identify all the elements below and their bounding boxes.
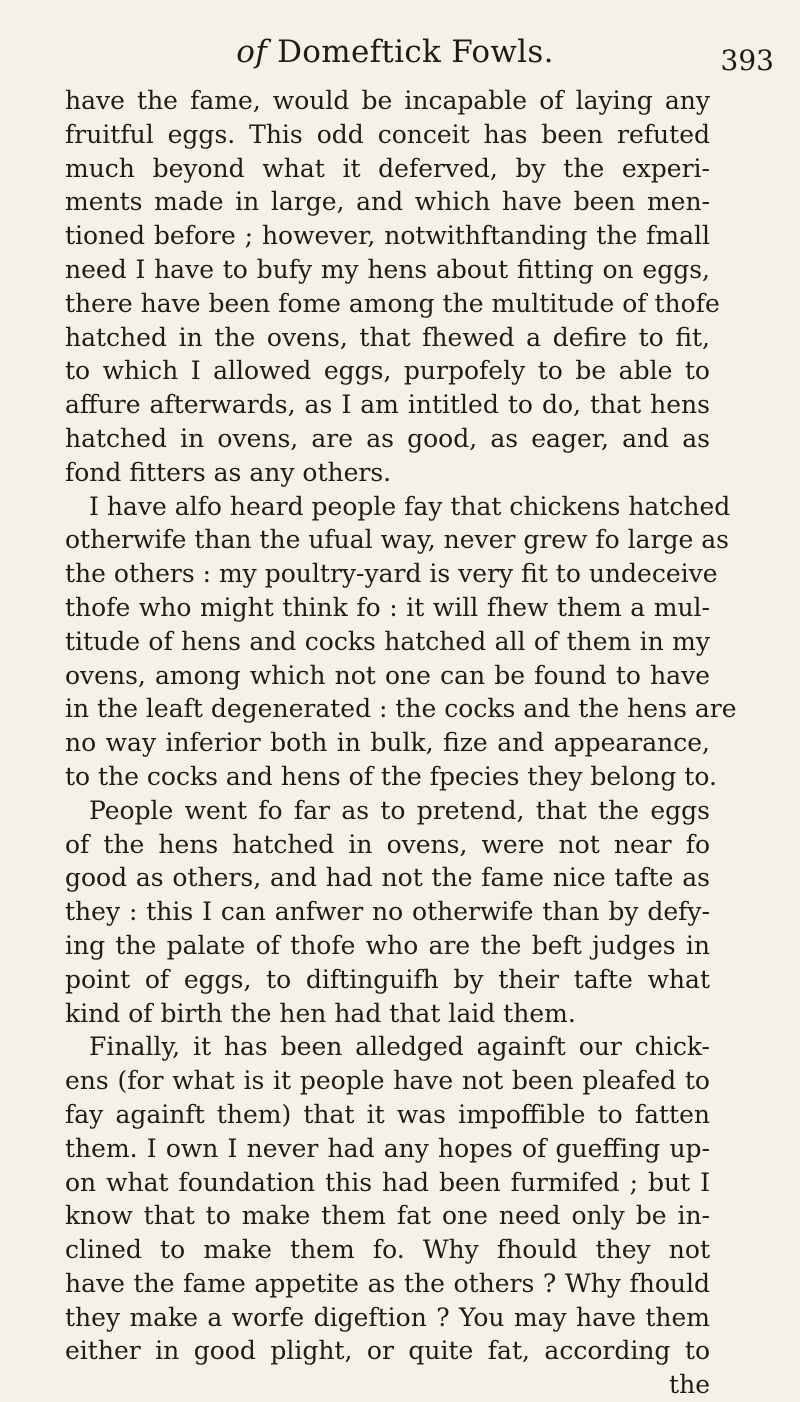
text-line: affure afterwards, as I am intitled to do, that hens (65, 390, 710, 420)
text-line: need I have to bufy my hens about fitting on eggs, (65, 254, 710, 284)
text-line: otherwife than the ufual way, never grew fo large as (65, 525, 730, 555)
text-line: point of eggs, to diftinguifh by their tafte what (65, 964, 710, 994)
paragraph (65, 84, 720, 490)
paragraph (65, 794, 710, 1031)
text-line: hatched in the ovens, that fhewed a defire to fit, (65, 322, 710, 352)
text-line: kind of birth the hen had that laid them. (65, 998, 576, 1028)
text-line: the others : my poultry-yard is very fit to undeceive (65, 559, 718, 589)
text-line: tioned before ; however, notwithftanding the fmall (65, 221, 710, 251)
text-line: Finally, it has been alledged againft our chick- (89, 1032, 710, 1062)
text-line: in the leaft degenerated : the cocks and the hens are (65, 694, 737, 724)
text-line: ing the palate of thofe who are the beft judges in (65, 930, 710, 960)
text-line: there have been fome among the multitude of thofe (65, 288, 720, 318)
text-line: much beyond what it deferved, by the experi- (65, 153, 710, 183)
text-line: either in good plight, or quite fat, according to (65, 1336, 710, 1366)
running-title-prefix: of (236, 34, 267, 70)
text-line: they make a worfe digeftion ? You may have them (65, 1302, 710, 1332)
text-line: clined to make them fo. Why fhould they not (65, 1235, 710, 1265)
running-head (0, 34, 800, 78)
text-line: People went fo far as to pretend, that the eggs (89, 795, 710, 825)
text-line: to which I allowed eggs, purpofely to be able to (65, 356, 710, 386)
text-line: thofe who might think fo : it will fhew them a mul- (65, 592, 710, 622)
text-line: good as others, and had not the fame nice tafte as (65, 863, 710, 893)
body-text (65, 84, 737, 1402)
text-line: ens (for what is it people have not been pleafed to (65, 1066, 710, 1096)
text-line: ments made in large, and which have been men- (65, 187, 710, 217)
paragraph (65, 490, 737, 794)
text-line: on what foundation this had been furmifed ; but I (65, 1167, 710, 1197)
text-line: titude of hens and cocks hatched all of them in my (65, 626, 710, 656)
text-line: they : this I can anfwer no otherwife than by defy- (65, 897, 710, 927)
text-line: have the fame, would be incapable of laying any (65, 86, 710, 115)
catchword: the (669, 1370, 710, 1400)
running-title-main: Domeftick Fowls. (277, 34, 554, 70)
text-line: no way inferior both in bulk, fize and appearance, (65, 728, 710, 758)
text-line: I have alfo heard people fay that chickens hatched (89, 491, 731, 521)
text-line: of the hens hatched in ovens, were not near fo (65, 829, 710, 859)
text-line: have the fame appetite as the others ? Why fhould (65, 1268, 710, 1298)
text-line: them. I own I never had any hopes of gueffing up- (65, 1133, 710, 1163)
text-line: ovens, among which not one can be found to have (65, 660, 710, 690)
text-line: to the cocks and hens of the fpecies they belong to. (65, 761, 717, 791)
running-title (0, 34, 790, 70)
text-line: know that to make them fat one need only be in- (65, 1201, 710, 1231)
text-line: fond fitters as any others. (65, 457, 392, 487)
text-line: fay againft them) that it was impoffible to fatten (65, 1099, 710, 1129)
paragraph (65, 1030, 710, 1368)
text-line: fruitful eggs. This odd conceit has been refuted (65, 119, 710, 149)
page-number: 393 (720, 44, 774, 77)
text-line: hatched in ovens, are as good, as eager, and as (65, 423, 710, 453)
